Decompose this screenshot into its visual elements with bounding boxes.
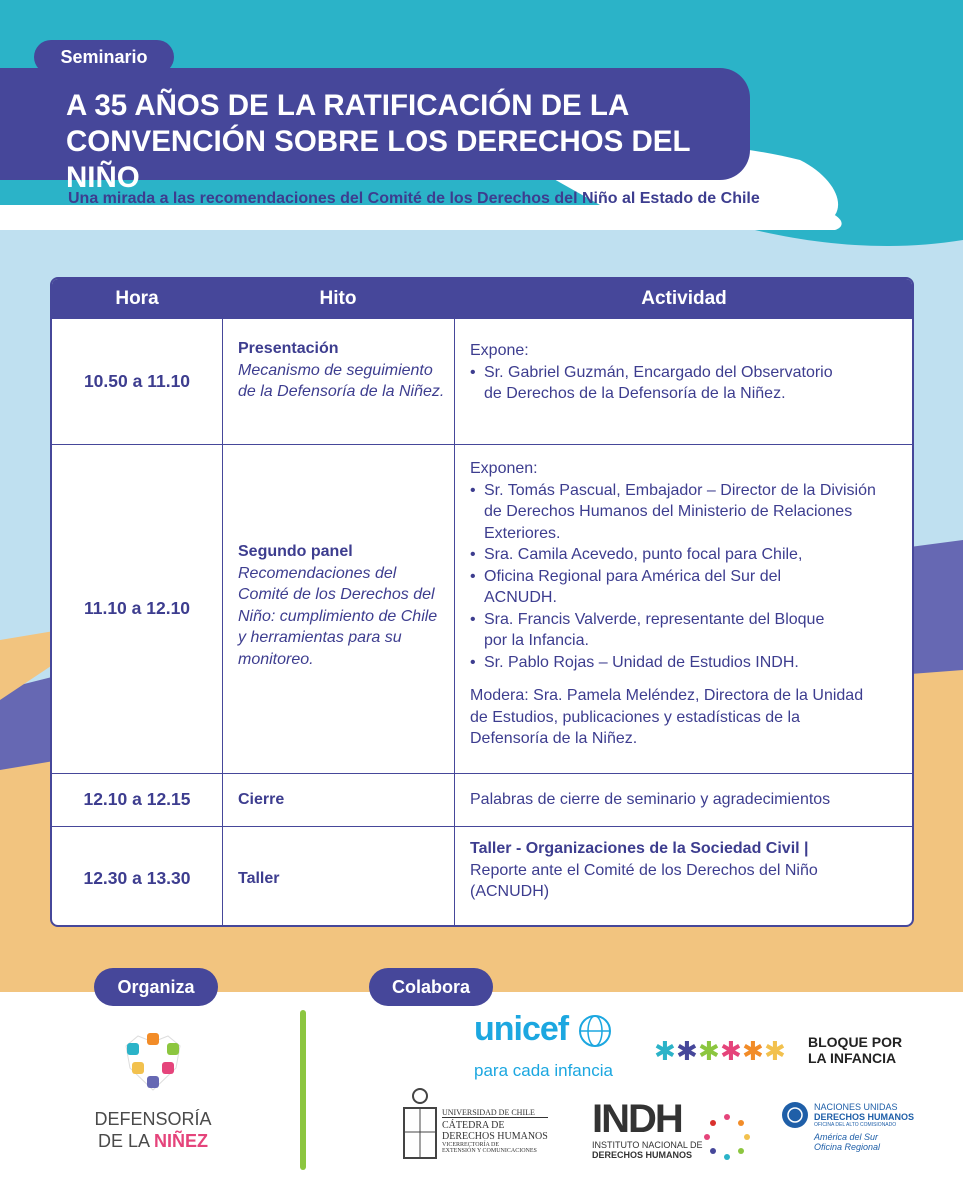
row-2-act-intro: Exponen: [470,460,538,477]
uchile-line-1: UNIVERSIDAD DE CHILE [442,1108,548,1118]
list-item: • Sr. Tomás Pascual, Embajador – Director de la División de Derechos Humanos del Ministerio de Relaciones Exteriores. [470,480,876,545]
row-2-hito-desc: Recomendaciones del Comité de los Derechos del Niño: cumplimiento de Chile y herramientas para su monitoreo. [238,564,438,668]
divider [52,773,912,774]
table-header [52,279,912,319]
row-2-actividad [470,458,900,750]
divider [454,279,455,925]
defensoria-logo-text [88,1108,218,1152]
bloque-figures-icon [654,1032,804,1068]
onu-line-4: América del Sur [814,1132,879,1142]
uchile-logo-text [442,1108,548,1154]
row-1-hora: 10.50 a 11.10 [83,371,191,391]
row-1-actividad [470,340,900,405]
page-title [66,88,766,196]
row-4-act-text: Reporte ante el Comité de los Derechos del Niño (ACNUDH) [470,861,818,900]
indh-line-1: INSTITUTO NACIONAL DE [592,1140,703,1150]
col-actividad: Actividad [641,288,727,309]
title-line-2: CONVENCIÓN SOBRE LOS DERECHOS DEL NIÑO [66,125,690,194]
list-item: • Sra. Camila Acevedo, punto focal para Chile, [470,544,900,566]
row-2-hito [238,541,448,670]
bloque-line-2: LA INFANCIA [808,1050,897,1066]
indh-name: INDH [592,1097,682,1141]
defensoria-logo-icon [118,1028,188,1098]
footer-divider [300,1010,306,1170]
indh-line-2: DERECHOS HUMANOS [592,1150,693,1160]
program-table [50,277,914,927]
svg-text:✱: ✱ [654,1037,676,1067]
svg-text:✱: ✱ [720,1037,742,1067]
globe-icon [578,1014,612,1048]
onu-line-1: NACIONES UNIDAS [814,1102,898,1112]
un-emblem-icon [780,1100,810,1130]
row-1-hito-desc: Mecanismo de seguimiento de la Defensoría de la Niñez. [238,361,445,400]
colabora-tag: Colabora [369,968,493,1006]
onu-line-5: Oficina Regional [814,1142,881,1152]
subtitle: Una mirada a las recomendaciones del Comité de los Derechos del Niño al Estado de Chile [68,190,760,207]
seminario-tag: Seminario [34,40,174,74]
unicef-tagline: para cada infancia [474,1061,613,1080]
unicef-name: unicef [474,1010,569,1048]
row-4-hito [238,868,448,890]
list-item: • Oficina Regional para América del Sur del ACNUDH. [470,566,844,609]
divider [52,444,912,445]
col-hito: Hito [319,288,357,309]
divider [222,279,223,925]
row-3-hito-title: Cierre [238,791,285,808]
uchile-line-5: EXTENSIÓN Y COMUNICACIONES [442,1148,537,1154]
row-2-hora: 11.10 a 12.10 [83,598,191,618]
list-item: • Sr. Pablo Rojas – Unidad de Estudios INDH. [470,652,900,674]
bloque-logo-text [808,1034,902,1066]
onu-line-2: DERECHOS HUMANOS [814,1112,915,1122]
indh-logo [592,1098,703,1160]
indh-dots-icon [702,1112,752,1162]
svg-text:✱: ✱ [742,1037,764,1067]
svg-text:✱: ✱ [698,1037,720,1067]
row-2-hito-title: Segundo panel [238,543,353,560]
row-3-hora: 12.10 a 12.15 [83,789,191,809]
row-3-hito [238,789,448,811]
row-3-actividad: Palabras de cierre de seminario y agradecimientos [470,791,831,808]
svg-text:✱: ✱ [764,1037,786,1067]
title-line-1: A 35 AÑOS DE LA RATIFICACIÓN DE LA [66,89,630,122]
onu-logo-text [814,1102,914,1152]
list-item: • Sra. Francis Valverde, representante del Bloque por la Infancia. [470,609,844,652]
row-4-hito-title: Taller [238,870,280,887]
onu-line-3: OFICINA DEL ALTO COMISIONADO [814,1122,897,1128]
defensoria-line-2a: DE LA [97,1131,155,1151]
row-1-hito-title: Presentación [238,340,339,357]
uchile-line-4: VICERRECTORÍA DE [442,1142,500,1148]
row-4-actividad [470,838,900,903]
divider [52,826,912,827]
row-4-act-title: Taller - Organizaciones de la Sociedad Civil | [470,840,809,857]
uchile-line-2: CÁTEDRA DE [442,1120,505,1131]
organiza-tag: Organiza [94,968,218,1006]
defensoria-line-1: DEFENSORÍA [94,1109,212,1129]
svg-text:✱: ✱ [676,1037,698,1067]
bloque-line-1: BLOQUE POR [808,1034,903,1050]
row-1-hito [238,338,448,403]
col-hora: Hora [115,288,159,309]
uchile-crest-icon [402,1086,438,1162]
uchile-line-3: DERECHOS HUMANOS [442,1131,548,1142]
row-1-act-intro: Expone: [470,342,529,359]
row-4-hora: 12.30 a 13.30 [83,868,191,888]
row-2-act-moderator: Modera: Sra. Pamela Meléndez, Directora de la Unidad de Estudios, publicaciones y estadísticas de la Defensoría de la Niñez. [470,687,864,747]
list-item: • Sr. Gabriel Guzmán, Encargado del Observatorio de Derechos de la Defensoría de la Niñez. [470,362,854,405]
defensoria-line-2b: NIÑEZ [154,1131,209,1151]
